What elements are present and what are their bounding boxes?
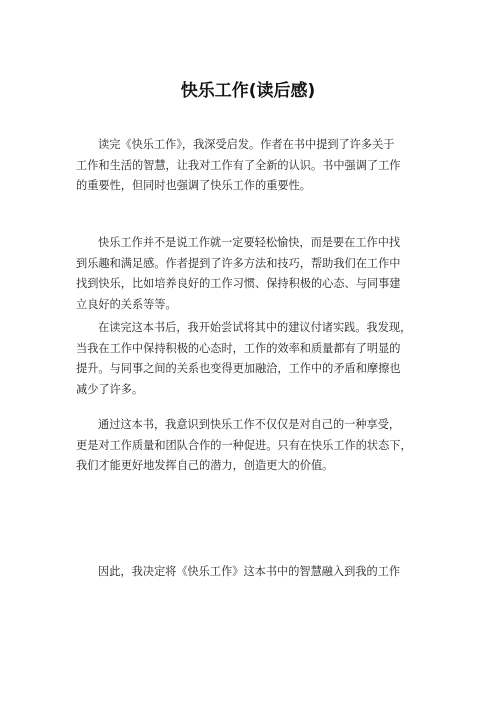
document-title: 快乐工作(读后感) bbox=[180, 81, 316, 101]
paragraph-line: 到乐趣和满足感。作者提到了许多方法和技巧，帮助我们在工作中 bbox=[76, 256, 401, 270]
paragraph-5 bbox=[76, 562, 436, 583]
paragraph-line: 更是对工作质量和团队合作的一种促进。只有在快乐工作的状态下， bbox=[76, 438, 412, 452]
paragraph-4 bbox=[76, 415, 436, 477]
paragraph-line: 找到快乐，比如培养良好的工作习惯、保持积极的心态、与同事建 bbox=[76, 277, 401, 290]
paragraph-line: 在读完这本书后，我开始尝试将其中的建议付诸实践。我发现， bbox=[98, 321, 412, 334]
paragraph-2 bbox=[76, 233, 436, 315]
paragraph-1 bbox=[76, 135, 436, 197]
paragraph-line: 立良好的关系等等。 bbox=[76, 297, 177, 311]
paragraph-line: 读完《快乐工作》，我深受启发。作者在书中提到了许多关于 bbox=[98, 138, 395, 151]
paragraph-line: 我们才能更好地发挥自己的潜力，创造更大的价值。 bbox=[76, 459, 334, 472]
paragraph-line: 提升。与同事之间的关系也变得更加融洽，工作中的矛盾和摩擦也 bbox=[76, 362, 401, 375]
paragraph-3 bbox=[76, 318, 436, 400]
paragraph-line: 快乐工作并不是说工作就一定要轻松愉快，而是要在工作中找 bbox=[98, 236, 401, 249]
paragraph-line: 工作和生活的智慧，让我对工作有了全新的认识。书中强调了工作 bbox=[76, 158, 401, 172]
paragraph-line: 当我在工作中保持积极的心态时，工作的效率和质量都有了明显的 bbox=[76, 341, 401, 355]
paragraph-line: 因此，我决定将《快乐工作》这本书中的智慧融入到我的工作 bbox=[98, 565, 401, 578]
paragraph-line: 的重要性，但同时也强调了快乐工作的重要性。 bbox=[76, 179, 311, 192]
paragraph-line: 通过这本书，我意识到快乐工作不仅仅是对自己的一种享受， bbox=[98, 418, 401, 431]
paragraph-line: 减少了许多。 bbox=[76, 382, 144, 396]
